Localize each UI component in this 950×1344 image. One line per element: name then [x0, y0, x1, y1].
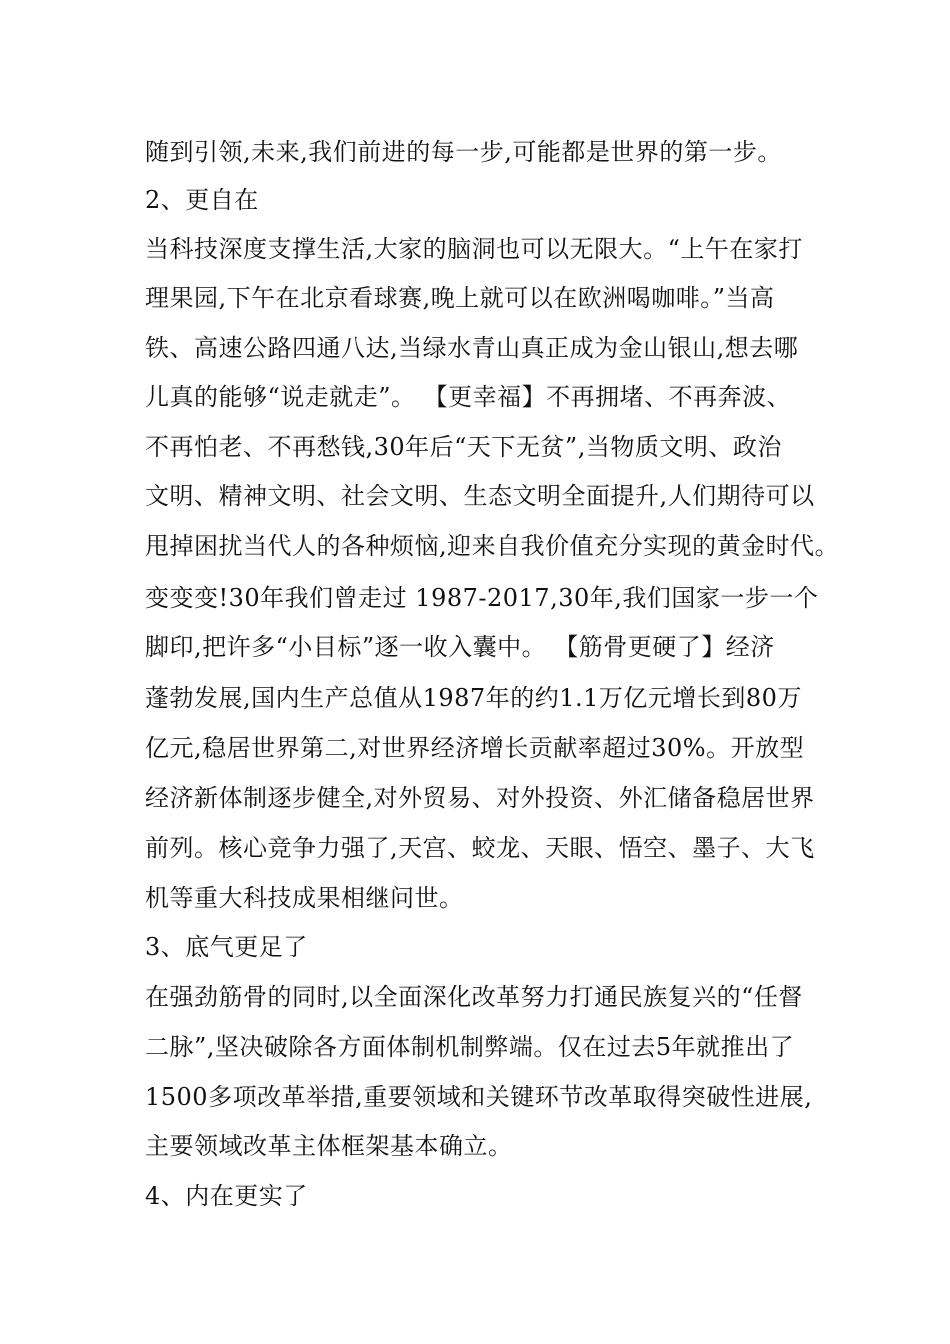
paragraph-line: 机等重大科技成果相继问世。 [145, 884, 464, 912]
paragraph-line: 前列。核心竞争力强了,天宫、蛟龙、天眼、悟空、墨子、大飞 [145, 834, 815, 862]
paragraph-line: 在强劲筋骨的同时,以全面深化改革努力打通民族复兴的“任督 [145, 983, 803, 1011]
paragraph-line: 二脉”,坚决破除各方面体制机制弊端。仅在过去5年就推出了 [145, 1033, 795, 1061]
paragraph-line: 儿真的能够“说走就走”。 【更幸福】不再拥堵、不再奔波、 [145, 383, 792, 411]
paragraph-line: 当科技深度支撑生活,大家的脑洞也可以无限大。“上午在家打 [145, 235, 803, 263]
section-heading-4: 4、内在更实了 [145, 1182, 308, 1210]
paragraph-line: 甩掉困扰当代人的各种烦恼,迎来自我价值充分实现的黄金时代。 [145, 532, 840, 560]
paragraph-line: 蓬勃发展,国内生产总值从1987年的约1.1万亿元增长到80万 [145, 684, 802, 712]
paragraph-line: 随到引领,未来,我们前进的每一步,可能都是世界的第一步。 [145, 138, 782, 166]
paragraph-line: 理果园,下午在北京看球赛,晚上就可以在欧洲喝咖啡。”当高 [145, 284, 775, 312]
paragraph-line: 不再怕老、不再愁钱,30年后“天下无贫”,当物质文明、政治 [145, 433, 782, 461]
paragraph-line: 文明、精神文明、社会文明、生态文明全面提升,人们期待可以 [145, 482, 815, 510]
paragraph-line: 1500多项改革举措,重要领域和关键环节改革取得突破性进展, [145, 1083, 813, 1111]
paragraph-line: 主要领域改革主体框架基本确立。 [145, 1132, 513, 1160]
paragraph-line: 亿元,稳居世界第二,对世界经济增长贡献率超过30%。开放型 [145, 734, 805, 762]
section-heading-2: 2、更自在 [145, 186, 259, 214]
paragraph-line: 脚印,把许多“小目标”逐一收入囊中。 【筋骨更硬了】经济 [145, 633, 775, 661]
paragraph-line: 铁、高速公路四通八达,当绿水青山真正成为金山银山,想去哪 [145, 334, 799, 362]
paragraph-line: 变变变!30年我们曾走过 1987-2017,30年,我们国家一步一个 [145, 584, 819, 612]
paragraph-line: 经济新体制逐步健全,对外贸易、对外投资、外汇储备稳居世界 [145, 784, 815, 812]
section-heading-3: 3、底气更足了 [145, 933, 308, 961]
